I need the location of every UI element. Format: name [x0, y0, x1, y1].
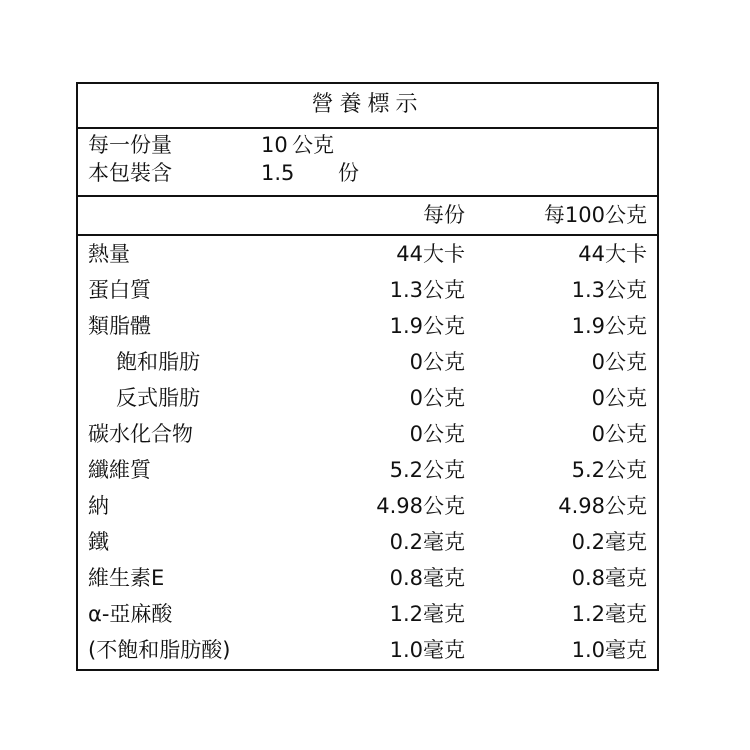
- serving-size-unit: 公克: [292, 133, 334, 157]
- nutrient-row: [78, 344, 657, 380]
- nutrient-name: 蛋白質: [88, 278, 151, 302]
- serving-size-value: 10: [261, 133, 288, 157]
- per-100g-value: 1.9公克: [571, 314, 647, 338]
- nutrient-row: [78, 596, 657, 632]
- per-100g-value: 0公克: [591, 350, 647, 374]
- serving-info: [78, 127, 657, 197]
- nutrient-name: 鐵: [88, 530, 109, 554]
- nutrient-name: 纖維質: [88, 458, 151, 482]
- servings-per-package-value: 1.5: [261, 161, 295, 185]
- nutrient-row: [78, 308, 657, 344]
- nutrient-row: [78, 416, 657, 452]
- per-100g-value: 5.2公克: [571, 458, 647, 482]
- per-serving-value: 5.2公克: [389, 458, 465, 482]
- per-serving-value: 44大卡: [396, 242, 465, 266]
- nutrient-row: [78, 560, 657, 596]
- nutrient-row: [78, 452, 657, 488]
- per-100g-value: 1.2毫克: [571, 602, 647, 626]
- per-serving-value: 4.98公克: [376, 494, 465, 518]
- per-serving-value: 1.9公克: [389, 314, 465, 338]
- serving-size-label: 每一份量: [88, 133, 172, 157]
- column-headers: [78, 197, 657, 236]
- per-100g-value: 0.2毫克: [571, 530, 647, 554]
- nutrient-row: [78, 272, 657, 308]
- nutrient-row: [78, 488, 657, 524]
- per-serving-value: 0公克: [409, 350, 465, 374]
- per-100g-value: 0公克: [591, 422, 647, 446]
- per-serving-value: 0.8毫克: [389, 566, 465, 590]
- nutrient-row: [78, 524, 657, 560]
- per-serving-header: 每份: [423, 203, 465, 227]
- per-100g-header: 每100公克: [543, 203, 647, 227]
- nutrient-row: [78, 236, 657, 272]
- nutrient-row: [78, 380, 657, 416]
- nutrient-name: 碳水化合物: [88, 422, 193, 446]
- nutrient-name: 納: [88, 494, 109, 518]
- per-serving-value: 0公克: [409, 386, 465, 410]
- per-100g-value: 44大卡: [578, 242, 647, 266]
- servings-per-package-label: 本包裝含: [88, 161, 172, 185]
- nutrient-name: (不飽和脂肪酸): [88, 638, 231, 662]
- nutrient-name: 反式脂肪: [116, 386, 200, 410]
- per-100g-value: 0公克: [591, 386, 647, 410]
- servings-per-package-unit: 份: [338, 161, 359, 185]
- per-100g-value: 1.0毫克: [571, 638, 647, 662]
- nutrient-name: 類脂體: [88, 314, 151, 338]
- per-serving-value: 1.3公克: [389, 278, 465, 302]
- per-serving-value: 0.2毫克: [389, 530, 465, 554]
- nutrient-name: 飽和脂肪: [116, 350, 200, 374]
- nutrient-name: 維生素E: [88, 566, 165, 590]
- per-100g-value: 1.3公克: [571, 278, 647, 302]
- label-title: 營養標示: [78, 84, 657, 129]
- nutrient-name: 熱量: [88, 242, 130, 266]
- per-100g-value: 4.98公克: [558, 494, 647, 518]
- nutrient-name: α-亞麻酸: [88, 602, 173, 626]
- per-100g-value: 0.8毫克: [571, 566, 647, 590]
- per-serving-value: 1.2毫克: [389, 602, 465, 626]
- nutrition-label: [76, 82, 659, 671]
- per-serving-value: 0公克: [409, 422, 465, 446]
- per-serving-value: 1.0毫克: [389, 638, 465, 662]
- nutrient-row: [78, 632, 657, 668]
